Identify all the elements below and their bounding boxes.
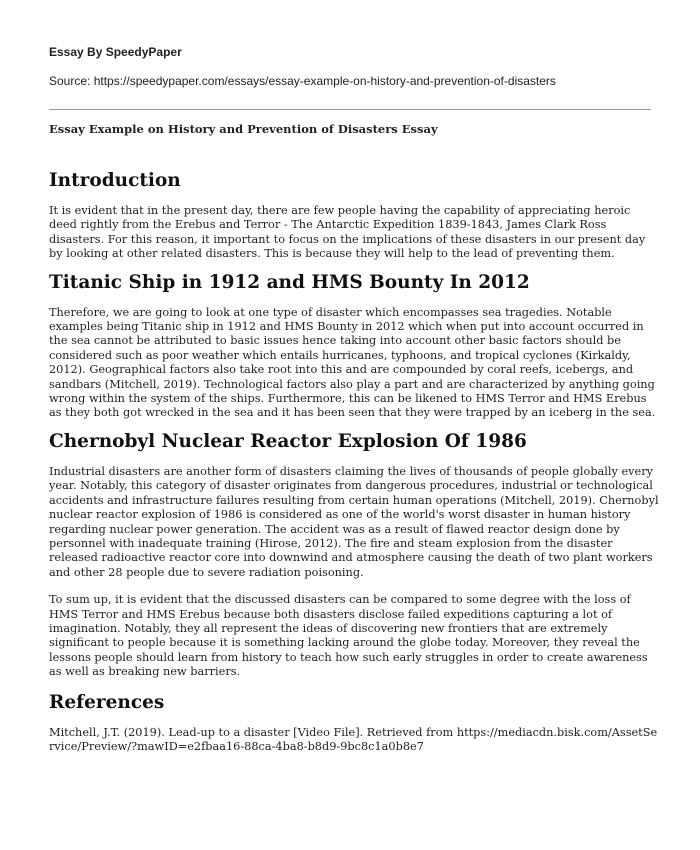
header-divider	[49, 109, 651, 110]
conclusion-paragraph: To sum up, it is evident that the discussed disasters can be compared to some degree with the loss of HMS Terror and HMS Erebus because both disasters disclose failed expeditions capturing a lot of imagination. Notably, they all represent the ideas of discovering new frontiers that are extremely significant to people because it is something lacking around the globe today. Moreover, they reveal the lessons people should learn from history to teach how such early struggles in order to create awareness as well as breaking new barriers.	[49, 593, 648, 679]
essay-body	[49, 168, 659, 754]
section-references	[49, 690, 659, 755]
section-heading-chernobyl: Chernobyl Nuclear Reactor Explosion Of 1986	[49, 430, 527, 452]
section-chernobyl	[49, 429, 659, 680]
introduction-paragraph: It is evident that in the present day, there are few people having the capability of appreciating heroic deed rightly from the Erebus and Terror - The Antarctic Expedition 1839-1843, James Clark Ross disasters. For this reason, it important to focus on the implications of these disasters in our present day by looking at other related disasters. This is because they will help to the lead of preventing them.	[49, 204, 646, 261]
document-title: Essay Example on History and Prevention of Disasters Essay	[49, 122, 438, 136]
section-titanic	[49, 270, 659, 421]
reference-item: Mitchell, J.T. (2019). Lead-up to a disaster [Video File]. Retrieved from https://mediacdn.bisk.com/AssetService/Preview/?mawID=e2fbaa16-88ca-4ba8-b8d9-9bc8c1a0b8e7	[49, 725, 658, 753]
section-heading-titanic: Titanic Ship in 1912 and HMS Bounty In 2012	[49, 271, 530, 293]
section-heading-references: References	[49, 691, 165, 713]
section-heading-introduction: Introduction	[49, 170, 181, 191]
titanic-paragraph: Therefore, we are going to look at one type of disaster which encompasses sea tragedies. Notable examples being Titanic ship in 1912 and HMS Bounty in 2012 which when put into account occurred in the sea cannot be attributed to basic issues hence taking into account other basic factors should be considered such as poor weather which entails hurricanes, typhoons, and tropical cyclones (Kirkaldy, 2012). Geographical factors also take root into this and are compounded by coral reefs, icebergs, and sandbars (Mitchell, 2019). Technological factors also play a part and are characterized by anything going wrong within the system of the ships. Furthermore, this can be likened to HMS Terror and HMS Erebus as they both got wrecked in the sea and it has been seen that they were trapped by an iceberg in the sea.	[49, 305, 656, 420]
chernobyl-paragraph: Industrial disasters are another form of disasters claiming the lives of thousands of people globally every year. Notably, this category of disaster originates from dangerous procedures, industrial or technological accidents and infrastructure failures resulting from certain human operations (Mitchell, 2019). Chernobyl nuclear reactor explosion of 1986 is considered as one of the world's worst disaster in human history regarding nuclear power generation. The accident was as a result of flawed reactor design done by personnel with inadequate training (Hirose, 2012). The fire and steam explosion from the disaster released radioactive reactor core into downwind and atmosphere causing the death of two plant workers and other 28 people due to severe radiation poisoning.	[49, 464, 659, 579]
source-line: Source: https://speedypaper.com/essays/essay-example-on-history-and-prevention-of-disasters	[49, 74, 556, 88]
section-introduction	[49, 168, 659, 262]
brand-line: Essay By SpeedyPaper	[49, 45, 182, 59]
